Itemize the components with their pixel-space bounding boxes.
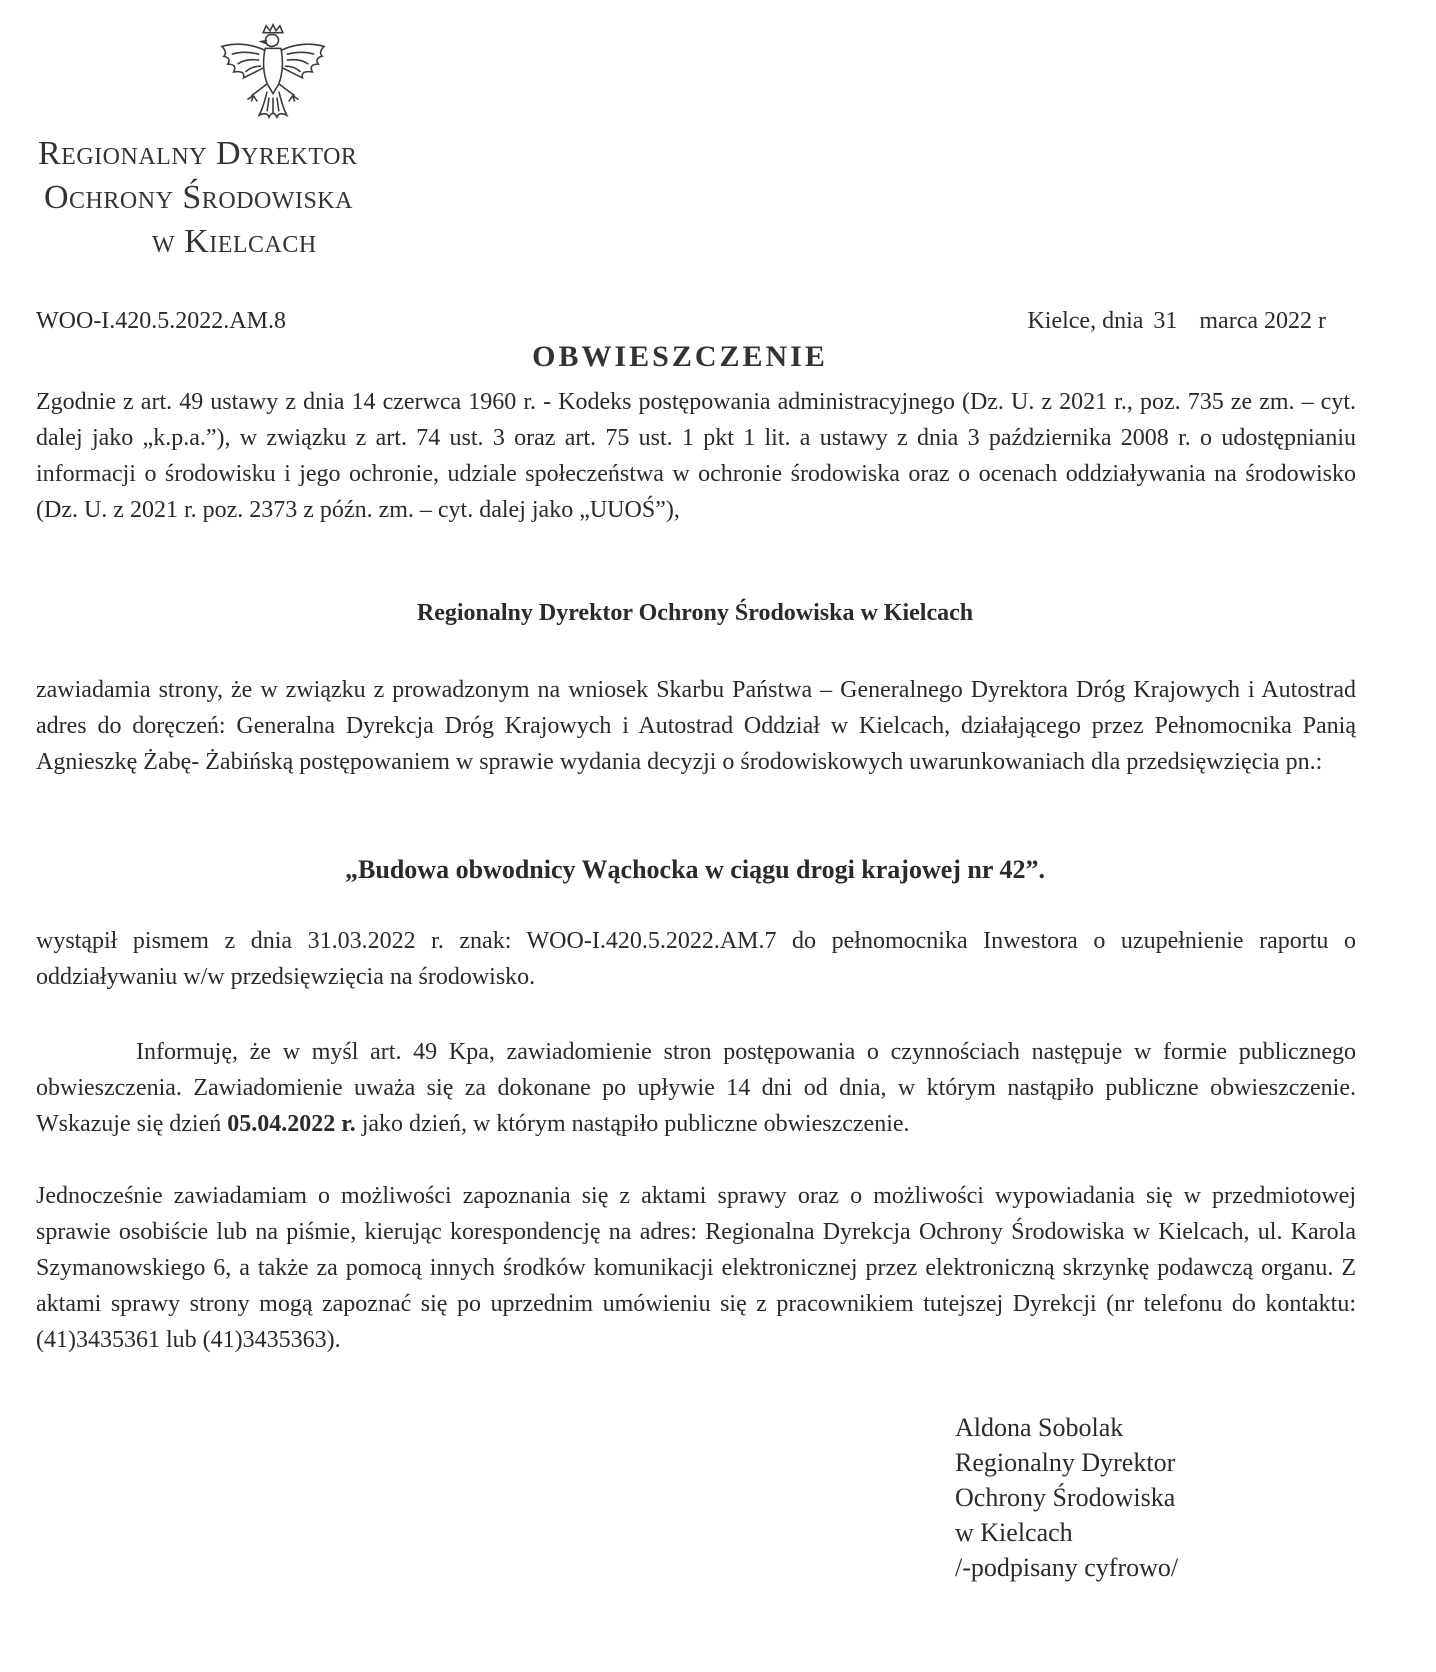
publication-paragraph: [36, 1034, 1356, 1142]
digital-signature-note: /-podpisany cyfrowo/: [955, 1553, 1179, 1582]
request-paragraph: wystąpił pismem z dnia 31.03.2022 r. znak: WOO-I.420.5.2022.AM.7 do pełnomocnika Inwestora o uzupełnienie raportu o oddziaływaniu w/w przedsięwzięcia na środowisko.: [36, 928, 1356, 990]
case-number: WOO-I.420.5.2022.AM.8: [36, 308, 286, 334]
legal-basis-paragraph: Zgodnie z art. 49 ustawy z dnia 14 czerwca 1960 r. - Kodeks postępowania administracyjnego (Dz. U. z 2021 r., poz. 735 ze zm. – cyt. dalej jako „k.p.a.”), w związku z art. 74 ust. 3 oraz art. 75 ust. 1 pkt 1 lit. a ustawy z dnia 3 października 2008 r. o udostępnianiu informacji o środowisku i jego ochronie, udziale społeczeństwa w ochronie środowiska oraz o ocenach oddziaływania na środowisko (Dz. U. z 2021 r. poz. 2373 z późn. zm. – cyt. dalej jako „UUOŚ”),: [36, 389, 1356, 523]
signatory-role-line-2: Ochrony Środowiska: [955, 1483, 1176, 1512]
date-place: Kielce, dnia: [1027, 308, 1144, 334]
date-rest: marca 2022 r: [1199, 308, 1326, 334]
access-to-files-paragraph: Jednocześnie zawiadamiam o możliwości zapoznania się z aktami sprawy oraz o możliwości wypowiadania się w przedmiotowej sprawie osobiście lub na piśmie, kierując korespondencję na adres: Regionalna Dyrekcja Ochrony Środowiska w Kielcach, ul. Karola Szymanowskiego 6, a także za pomocą innych środków komunikacji elektronicznej przez elektroniczną skrzynkę podawczą organu. Z aktami sprawy strony mogą zapoznać się po uprzednim umówieniu się z pracownikiem tutejszej Dyrekcji (nr telefonu do kontaktu: (41)3435361 lub (41)3435363).: [36, 1183, 1356, 1353]
publication-date: 05.04.2022 r.: [227, 1111, 356, 1137]
document-title: OBWIESZCZENIE: [532, 340, 828, 373]
signatory-name: Aldona Sobolak: [955, 1413, 1124, 1442]
authority-statement: Regionalny Dyrektor Ochrony Środowiska w Kielcach: [416, 600, 974, 626]
project-name: „Budowa obwodnicy Wąchocka w ciągu drogi krajowej nr 42”.: [345, 855, 1045, 884]
signatory-role-line-1: Regionalny Dyrektor: [955, 1448, 1176, 1477]
publication-text-before: Informuję, że w myśl art. 49 Kpa, zawiadomienie stron postępowania o czynnościach następuje w formie publicznego obwieszczenia. Zawiadomienie uważa się za dokonane po upływie 14 dni od dnia, w którym nastąpiło publiczne obwieszczenie. Wskazuje się dzień: [36, 1039, 1356, 1137]
signatory-role-line-3: w Kielcach: [955, 1518, 1073, 1547]
polish-eagle-emblem-icon: [214, 22, 332, 122]
signature-block: [955, 1410, 1178, 1585]
publication-text-after: jako dzień, w którym nastąpiło publiczne obwieszczenie.: [355, 1111, 910, 1137]
date-day: 31: [1153, 308, 1178, 334]
notification-paragraph: zawiadamia strony, że w związku z prowadzonym na wniosek Skarbu Państwa – Generalnego Dyrektora Dróg Krajowych i Autostrad adres do doręczeń: Generalna Dyrekcja Dróg Krajowych i Autostrad Oddział w Kielcach, działającego przez Pełnomocnika Panią Agnieszkę Żabę- Żabińską postępowaniem w sprawie wydania decyzji o środowiskowych uwarunkowaniach dla przedsięwzięcia pn.:: [36, 677, 1356, 775]
authority-line-2: Ochrony Środowiska: [44, 179, 353, 216]
authority-line-3: w Kielcach: [152, 223, 317, 260]
document-date: [1027, 308, 1326, 335]
authority-line-1: Regionalny Dyrektor: [38, 135, 358, 172]
issuing-authority-heading: [34, 132, 357, 264]
